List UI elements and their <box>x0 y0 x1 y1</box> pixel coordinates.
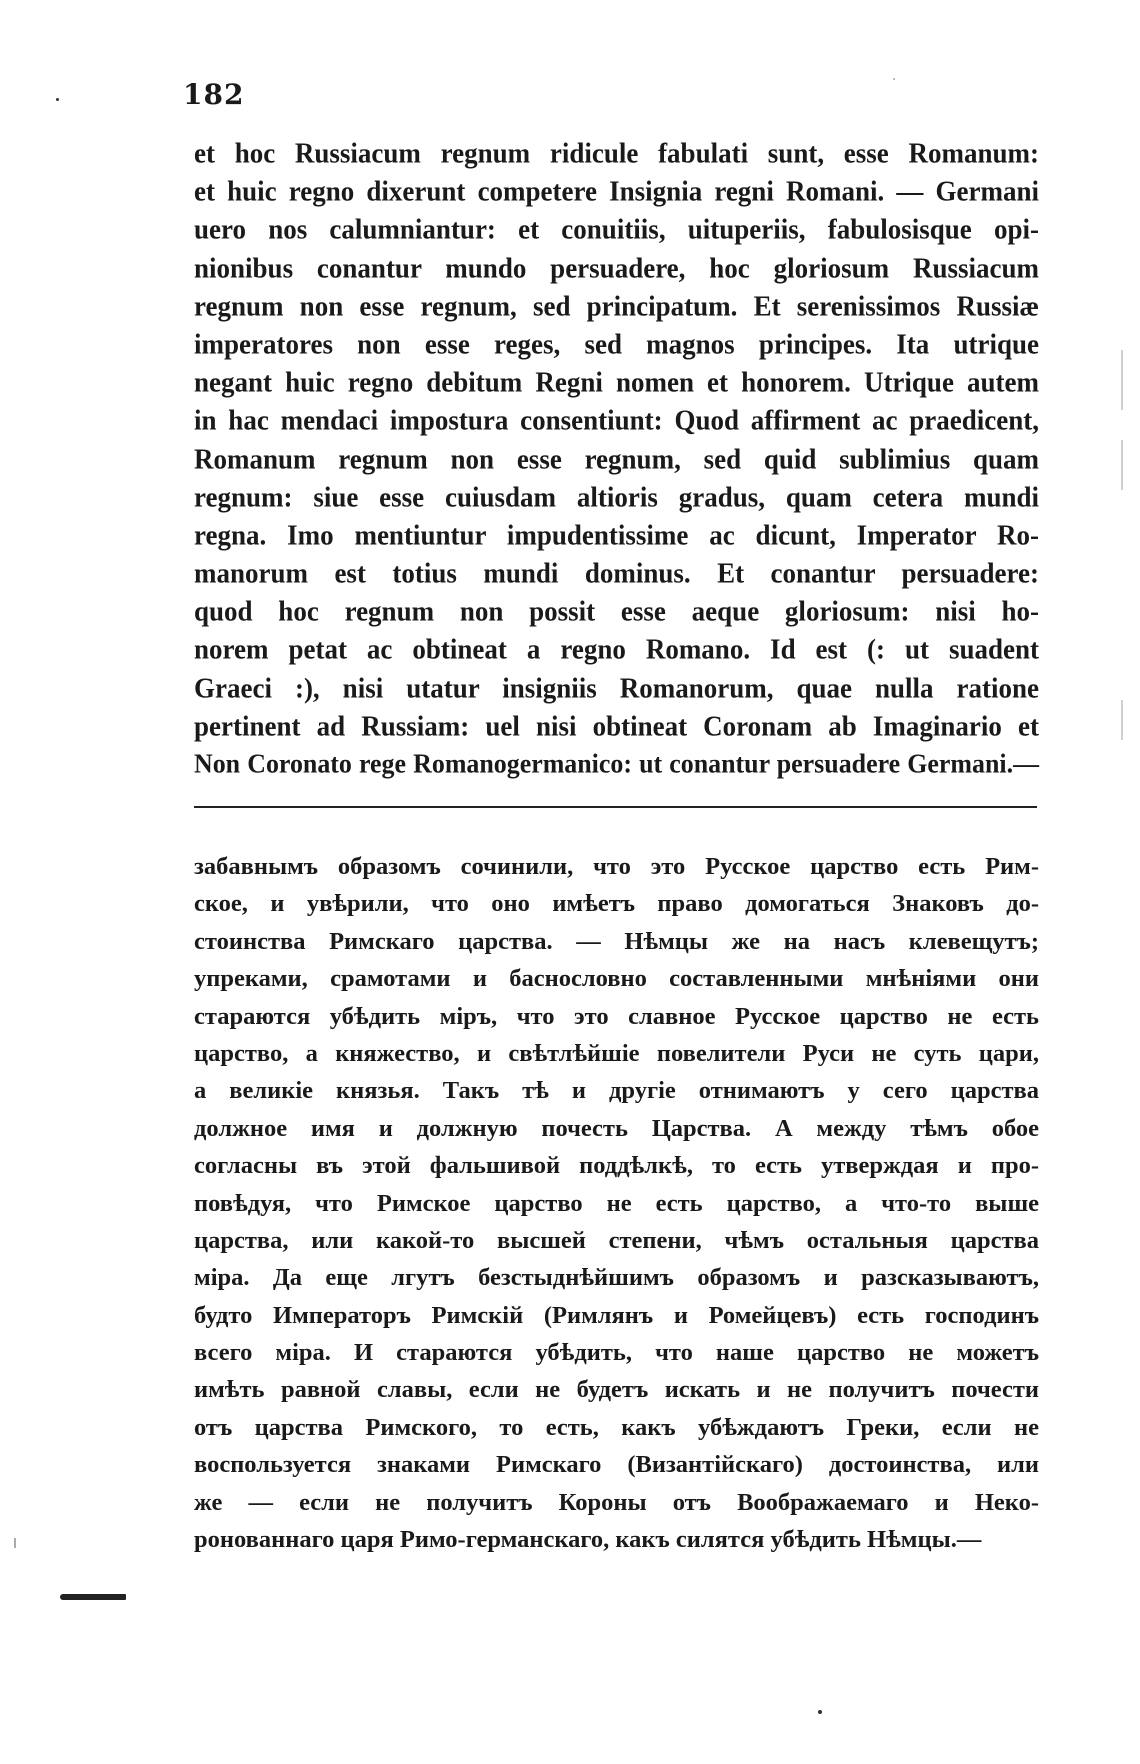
russian-line: будто Императоръ Римскій (Римлянъ и Ромейцевъ) есть господинъ <box>194 1301 1039 1329</box>
latin-line: pertinent ad Russiam: uel nisi obtineat Coronam ab Imaginario et <box>194 709 1039 742</box>
scan-speck <box>1121 700 1123 740</box>
russian-line: царства, или какой-то высшей степени, чѣмъ остальныя царства <box>194 1226 1039 1254</box>
scan-speck <box>14 1538 16 1548</box>
latin-line: quod hoc regnum non possit esse aeque gloriosum: nisi ho- <box>194 595 1039 628</box>
latin-line: norem petat ac obtineat a regno Romano. Id est (: ut suadent <box>194 633 1039 666</box>
russian-line: должное имя и должную почесть Царства. А между тѣмъ обое <box>194 1114 1039 1142</box>
russian-line: упреками, срамотами и баснословно составленными мнѣніями они <box>194 965 1039 993</box>
russian-line: стоинства Римскаго царства. — Нѣмцы же на насъ клевещутъ; <box>194 927 1039 955</box>
latin-line: et huic regno dixerunt competere Insignia regni Romani. — Germani <box>194 175 1039 208</box>
page-number: 182 <box>183 78 245 111</box>
russian-line: имѣть равной славы, если не будетъ искать и не получитъ почести <box>194 1376 1039 1404</box>
russian-line: воспользуется знаками Римскаго (Византійскаго) достоинства, или <box>194 1451 1039 1479</box>
latin-line: Romanum regnum non esse regnum, sed quid sublimius quam <box>194 442 1039 475</box>
russian-line: ское, и увѣрили, что оно имѣетъ право домогаться Знаковъ до- <box>194 890 1039 918</box>
latin-line: manorum est totius mundi dominus. Et conantur persuadere: <box>194 557 1039 589</box>
scan-speck <box>818 1710 822 1714</box>
russian-line: же — если не получитъ Короны отъ Воображаемаго и Неко- <box>194 1488 1039 1516</box>
russian-line: а великіе князья. Такъ тѣ и другіе отнимаютъ у сего царства <box>194 1077 1039 1105</box>
latin-line: imperatores non esse reges, sed magnos principes. Ita utrique <box>194 328 1039 360</box>
section-divider <box>194 806 1037 808</box>
latin-line: regnum: siue esse cuiusdam altioris gradus, quam cetera mundi <box>194 480 1039 513</box>
russian-line: забавнымъ образомъ сочинили, что это Русское царство есть Рим- <box>194 853 1039 880</box>
russian-line: ронованнаго царя Римо-германскаго, какъ силятся убѣдить Нѣмцы.— <box>194 1526 982 1554</box>
scan-speck <box>893 78 895 80</box>
scan-speck <box>1121 350 1123 410</box>
russian-line: царство, а княжество, и свѣтлѣйшіе повелители Руси не суть цари, <box>194 1039 1039 1067</box>
latin-line: et hoc Russiacum regnum ridicule fabulati sunt, esse Romanum: <box>194 137 1039 169</box>
russian-line: стараются убѣдить міръ, что это славное Русское царство не есть <box>194 1002 1039 1030</box>
scan-speck <box>56 98 59 101</box>
latin-line: regnum non esse regnum, sed principatum. Et serenissimos Russiæ <box>194 289 1039 322</box>
latin-line: negant huic regno debitum Regni nomen et honorem. Utrique autem <box>194 366 1039 399</box>
latin-line: regna. Imo mentiuntur impudentissime ac dicunt, Imperator Ro- <box>194 518 1039 551</box>
russian-line: отъ царства Римского, то есть, какъ убѣждаютъ Греки, если не <box>194 1413 1039 1441</box>
latin-line: Non Coronato rege Romanogermanico: ut conantur persuadere Germani.— <box>194 748 1039 779</box>
russian-text-block <box>194 848 1039 1558</box>
scan-speck <box>1121 440 1123 490</box>
latin-line: Graeci :), nisi utatur insigniis Romanorum, quae nulla ratione <box>194 671 1039 704</box>
russian-line: міра. Да еще лгутъ безстыднѣйшимъ образомъ и разсказываютъ, <box>194 1264 1039 1292</box>
latin-line: nionibus conantur mundo persuadere, hoc gloriosum Russiacum <box>194 251 1039 284</box>
latin-text-block <box>194 134 1039 783</box>
latin-line: uero nos calumniantur: et conuitiis, uituperiis, fabulosisque opi- <box>194 213 1039 246</box>
scan-edge-mark <box>60 1594 126 1600</box>
russian-line: согласны въ этой фальшивой поддѣлкѣ, то есть утверждая и про- <box>194 1152 1039 1180</box>
russian-line: повѣдуя, что Римское царство не есть царство, а что-то выше <box>194 1189 1039 1217</box>
latin-line: in hac mendaci impostura consentiunt: Quod affirment ac praedicent, <box>194 404 1039 437</box>
russian-line: всего міра. И стараются убѣдить, что наше царство не можетъ <box>194 1339 1039 1367</box>
